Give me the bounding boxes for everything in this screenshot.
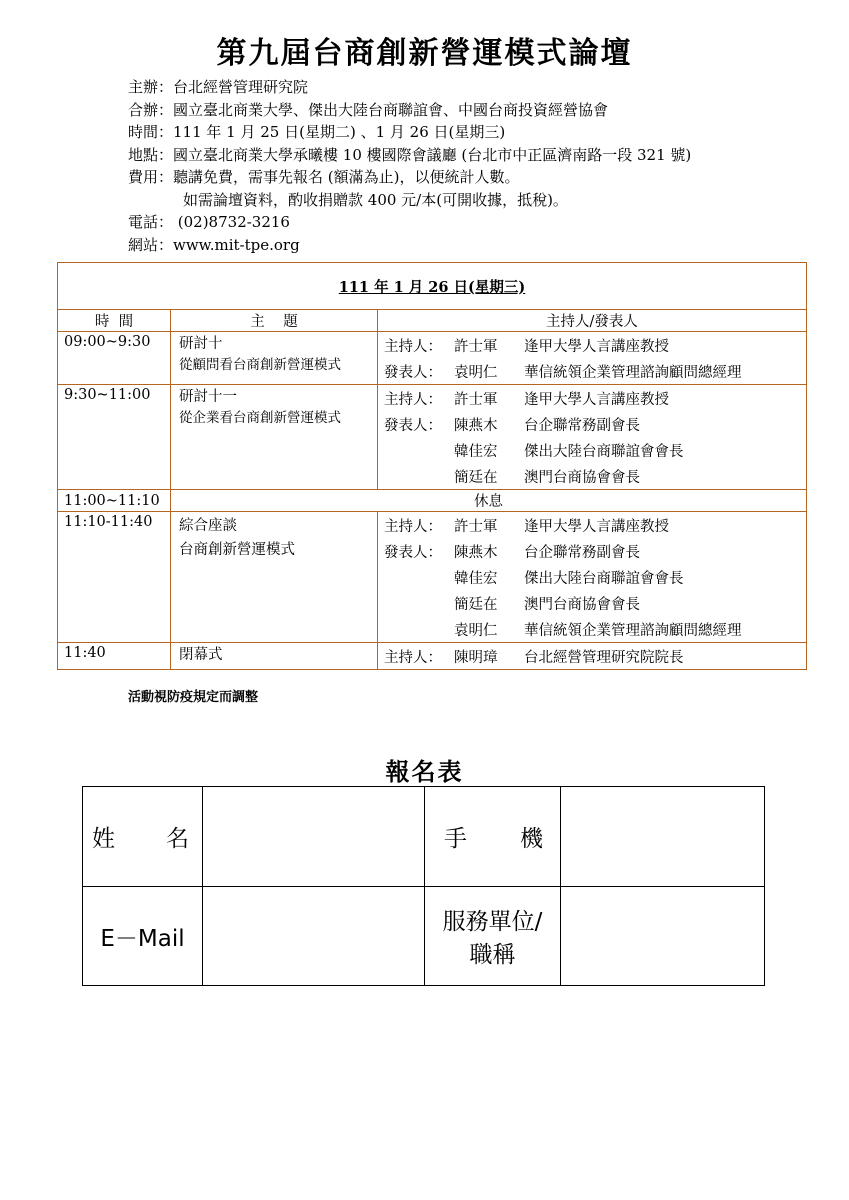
organizer-line: 主辦：台北經營管理研究院 bbox=[128, 78, 309, 96]
organization-field[interactable] bbox=[561, 887, 765, 986]
header-topic: 主 題 bbox=[171, 310, 378, 332]
session-topic: 研討十 從顧問看台商創新營運模式 bbox=[171, 332, 378, 385]
session-people: 主持人： 許士軍 逢甲大學人言講座教授 發表人： 陳燕木 台企聯常務副會長 韓佳宏 傑出大陸台商聯誼會會長 簡廷在 澳門台商協會會長 bbox=[378, 385, 807, 490]
table-row bbox=[58, 385, 807, 490]
header-time: 時 間 bbox=[58, 310, 171, 332]
registration-form bbox=[82, 786, 765, 986]
session-time: 11:40 bbox=[58, 643, 171, 670]
table-row bbox=[58, 332, 807, 385]
schedule-date: 111 年 1 月 26 日(星期三) bbox=[58, 263, 807, 310]
time-line: 時間：111 年 1 月 25 日(星期二) 、1 月 26 日(星期三) bbox=[128, 123, 506, 141]
table-row bbox=[58, 490, 807, 512]
header-people: 主持人/發表人 bbox=[378, 310, 807, 332]
name-label: 姓 名 bbox=[83, 787, 203, 887]
venue-line: 地點：國立臺北商業大學承曦樓 10 樓國際會議廳 (台北市中正區濟南路一段 321 號) bbox=[128, 145, 692, 164]
table-row bbox=[58, 643, 807, 670]
session-time: 09:00~9:30 bbox=[58, 332, 171, 385]
epidemic-note: 活動視防疫規定而調整 bbox=[128, 690, 259, 705]
session-people: 主持人： 陳明璋 台北經營管理研究院院長 bbox=[378, 643, 807, 670]
session-topic: 閉幕式 bbox=[171, 643, 378, 670]
organization-label: 服務單位/ 職稱 bbox=[425, 887, 561, 986]
session-time: 9:30~11:00 bbox=[58, 385, 171, 490]
email-label: E－Mail bbox=[83, 887, 203, 986]
phone-line: 電話： (02)8732-3216 bbox=[128, 213, 290, 231]
schedule-table bbox=[57, 262, 807, 670]
email-field[interactable] bbox=[203, 887, 425, 986]
website-line: 網站：www.mit-tpe.org bbox=[128, 235, 300, 254]
table-row bbox=[58, 512, 807, 643]
form-title: 報名表 bbox=[385, 757, 464, 786]
page-title: 第九屆台商創新營運模式論壇 bbox=[216, 36, 633, 71]
fee-note-line: 如需論壇資料，酌收捐贈款 400 元/本(可開收據，抵稅)。 bbox=[183, 190, 568, 209]
fee-line: 費用：聽講免費，需事先報名 (額滿為止)，以便統計人數。 bbox=[128, 168, 520, 186]
co-organizer-line: 合辦：國立臺北商業大學、傑出大陸台商聯誼會、中國台商投資經營協會 bbox=[128, 100, 609, 119]
break-label: 休息 bbox=[171, 490, 807, 512]
event-info bbox=[128, 76, 691, 256]
session-people: 主持人： 許士軍 逢甲大學人言講座教授 發表人： 袁明仁 華信統領企業管理諮詢顧問總經理 bbox=[378, 332, 807, 385]
session-time: 11:10-11:40 bbox=[58, 512, 171, 643]
name-field[interactable] bbox=[203, 787, 425, 887]
mobile-label: 手 機 bbox=[425, 787, 561, 887]
session-people: 主持人： 許士軍 逢甲大學人言講座教授 發表人： 陳燕木 台企聯常務副會長 韓佳宏 傑出大陸台商聯誼會會長 簡廷在 澳門台商協會會長 袁明仁 華信統領企業管理諮詢顧問總經理 bbox=[378, 512, 807, 643]
schedule-header-row bbox=[58, 310, 807, 332]
session-topic: 研討十一 從企業看台商創新營運模式 bbox=[171, 385, 378, 490]
session-topic: 綜合座談 台商創新營運模式 bbox=[171, 512, 378, 643]
session-time: 11:00~11:10 bbox=[58, 490, 171, 512]
mobile-field[interactable] bbox=[561, 787, 765, 887]
